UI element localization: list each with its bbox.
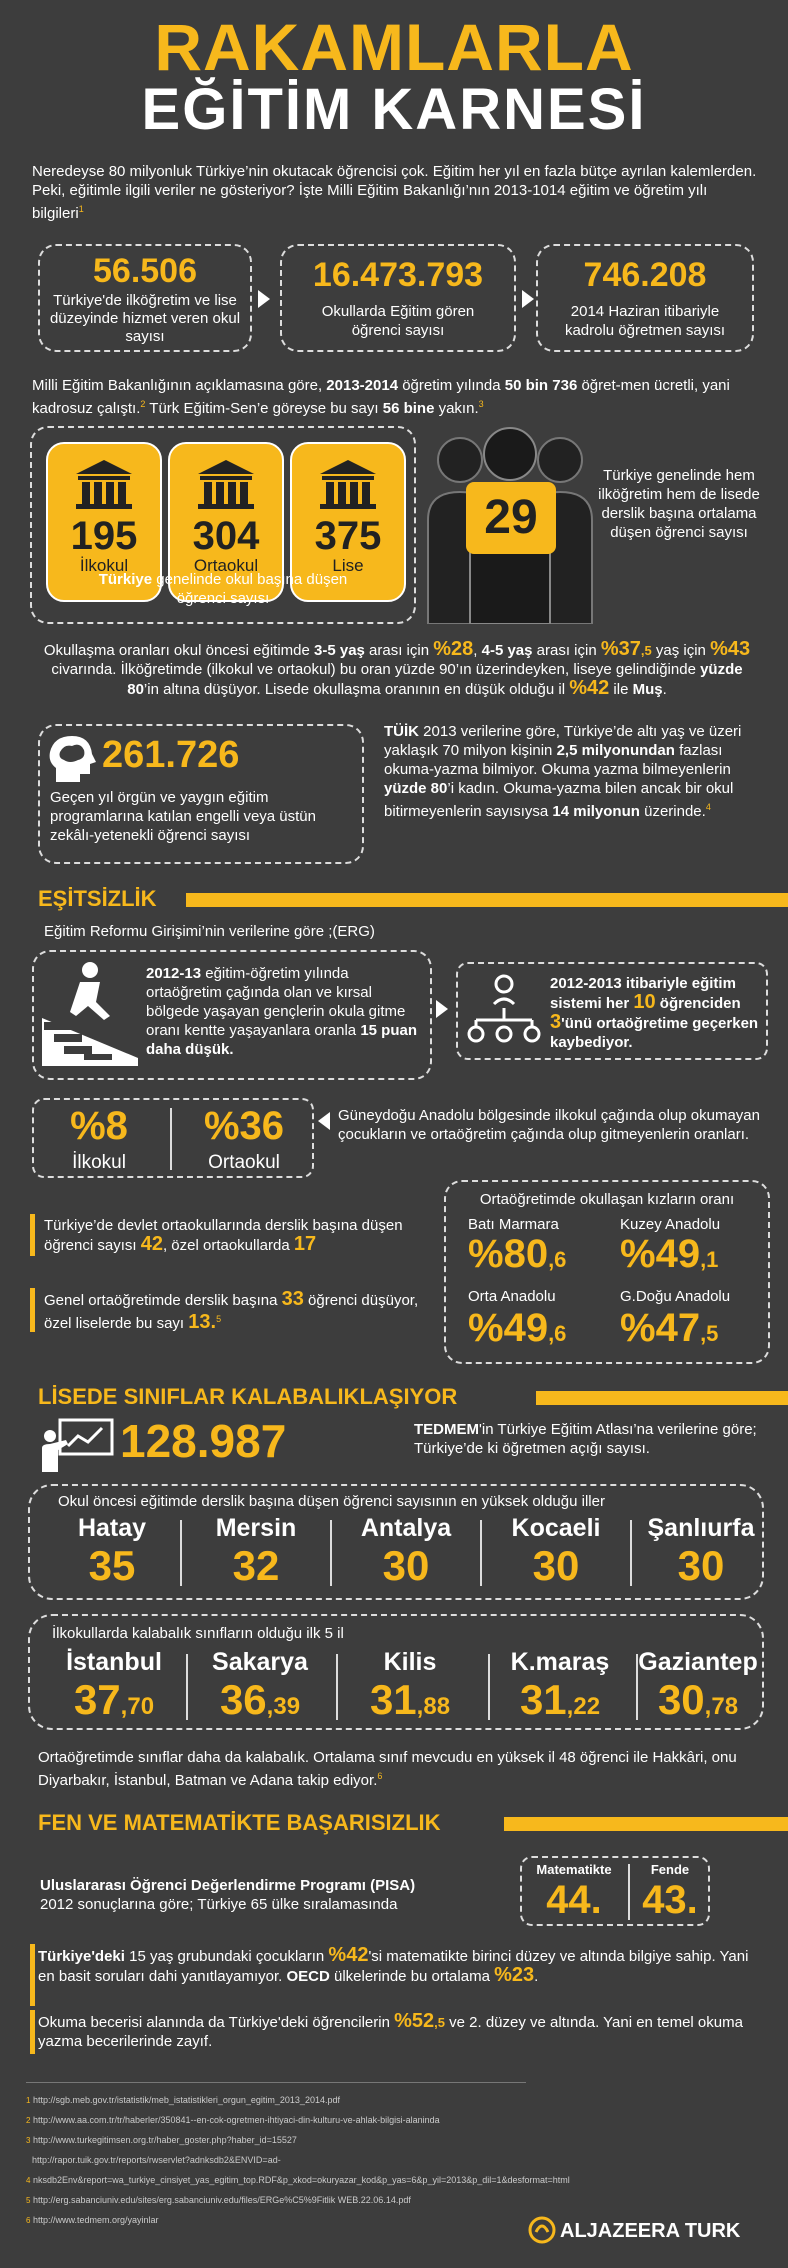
divider	[630, 1520, 632, 1586]
disabled-label: Geçen yıl örgün ve yaygın eğitim programlarına katılan engelli veya üstün zekâlı-yetenekli öğrenci sayısı	[50, 789, 316, 844]
stat-teachers-box	[536, 244, 754, 352]
accent-bar	[30, 1288, 35, 1332]
stat-teachers-label: 2014 Haziran itibariyle kadrolu öğretmen sayısı	[564, 303, 726, 339]
school-label: Ortaokul	[193, 556, 259, 575]
southeast-ortaokul-value: %36	[203, 1104, 285, 1148]
school-value: 195	[70, 514, 138, 558]
pisa-text: Uluslararası Öğrenci Değerlendirme Programı (PISA) 2012 sonuçlarına göre; Türkiye 65 ülke sıralamasında	[40, 1877, 416, 1913]
divider	[180, 1520, 182, 1586]
girls-title: Ortaöğretimde okullaşan kızların oranı	[479, 1191, 735, 1208]
arrow-icon	[522, 290, 534, 308]
school-value: 375	[314, 514, 382, 558]
schools-caption-text: Türkiye genelinde okul başına düşen öğrenci sayısı	[98, 571, 348, 607]
preschool-city: Kocaeli 30	[511, 1514, 601, 1589]
southeast-ortaokul-label: Ortaokul	[208, 1152, 280, 1173]
rural-box	[32, 950, 432, 1080]
reading-text: Okuma becerisi alanında da Türkiye'deki öğrencilerin %52,5 ve 2. düzey ve altında. Yani en temel okuma yazma becerilerinde zayıf.	[38, 2010, 743, 2050]
preschool-box	[28, 1484, 764, 1600]
state-class-text: Türkiye’de devlet ortaokullarında derslik başına düşen öğrenci sayısı 42, özel ortaokullarda 17	[44, 1217, 403, 1255]
aljazeera-logo-icon	[528, 2216, 556, 2244]
girls-value: %47,5	[620, 1306, 719, 1350]
primary-city: Sakarya 36,39	[212, 1648, 308, 1723]
stat-students-box	[280, 244, 516, 352]
school-label: İlkokul	[79, 556, 129, 575]
preschool-title: Okul öncesi eğitimde derslik başına düşen öğrenci sayısının en yüksek olduğu iller	[58, 1493, 605, 1510]
school-label: Lise	[332, 556, 364, 575]
schools-panel	[30, 426, 416, 624]
preschool-city: Hatay 35	[77, 1514, 147, 1589]
accent-bar	[30, 1944, 35, 2006]
climbing-stairs-icon	[40, 958, 140, 1068]
accent-bar	[30, 2010, 35, 2054]
divider	[480, 1520, 482, 1586]
dropout-text: 2012-2013 itibariyle eğitim sistemi her 10 öğrenciden 3'ünü ortaöğretime geçerken kaybediyor.	[550, 975, 759, 1051]
rural-text: 2012-13 eğitim-öğretim yılında ortaöğretim çağında olan ve kırsal bölgede yaşayan gençlerin okula gitme oranı kentte yaşayanlara oranla 15 puan daha düşük.	[146, 965, 417, 1058]
head-brain-icon	[46, 732, 100, 786]
girls-region: Batı Marmara	[468, 1216, 559, 1233]
preschool-city: Antalya 30	[360, 1514, 452, 1589]
section-title-inequality: EŞİTSİZLİK	[38, 886, 157, 911]
accent-bar	[30, 1214, 35, 1256]
divider	[186, 1654, 188, 1720]
girls-region: Orta Anadolu	[468, 1288, 556, 1305]
disabled-value: 261.726	[102, 734, 240, 776]
disabled-box	[38, 724, 364, 864]
footnote: 4 nksdb2Env&report=wa_turkiye_cinsiyet_yas_egitim_top.RDF&p_xkod=okuryazar_kod&p_yas=6&p_yil=2013&p_dil=1&desformat=html	[26, 2175, 570, 2185]
stat-students-value: 16.473.793	[312, 256, 484, 294]
pisa-science-value: 43.	[642, 1878, 698, 1922]
divider	[330, 1520, 332, 1586]
section-title-crowded: LİSEDE SINIFLAR KALABALIKLAŞIYOR	[38, 1384, 458, 1409]
teacher-board-icon	[40, 1418, 114, 1474]
arrow-icon	[436, 1000, 448, 1018]
student-network-icon	[462, 974, 546, 1050]
primary-city: Kilis 31,88	[369, 1648, 451, 1723]
secondary-text: Ortaöğretimde sınıflar daha da kalabalık. Ortalama sınıf mevcudu en yüksek il 48 öğrenci ile Hakkâri, onu Diyarbakır, İstanbul, Batman ve Adana takip ediyor.$^6$	[38, 1749, 737, 1789]
girls-value: %49,6	[468, 1306, 567, 1350]
divider	[170, 1108, 172, 1170]
arrow-icon	[258, 290, 270, 308]
school-building-icon	[74, 458, 134, 510]
stat-teachers-value: 746.208	[583, 256, 707, 294]
divider	[336, 1654, 338, 1720]
class-avg-label: Türkiye genelinde hem ilköğretim hem de lisede derslik başına ortalama düşen öğrenci sayısı	[598, 467, 760, 541]
footnote-divider	[26, 2082, 526, 2083]
meb-text: Milli Eğitim Bakanlığının açıklamasına göre, 2013-2014 öğretim yılında 50 bin 736 öğret-men ücretli, yani kadrosuz çalıştı.$^2$ Türk Eğitim-Sen’e göreyse bu sayı 56 bine yakın.$^3$	[32, 377, 730, 417]
primary-city: İstanbul 37,70	[66, 1648, 162, 1723]
footnote: 3 http://www.turkegitimsen.org.tr/haber_goster.php?haber_id=15527	[26, 2135, 297, 2145]
footnote: 2 http://www.aa.com.tr/tr/haberler/350841--en-cok-ogretmen-ihtiyaci-din-kulturu-ve-ahlak-bilgisi-alaninda	[26, 2115, 440, 2125]
stat-schools-label: Türkiye'de ilköğretim ve lise düzeyinde hizmet veren okul sayısı	[49, 292, 241, 345]
primary-box	[28, 1614, 764, 1730]
school-building-icon	[318, 458, 378, 510]
teacher-gap-text: TEDMEM'in Türkiye Eğitim Atlası’na verilerine göre; Türkiye’de ki öğretmen açığı sayısı.	[414, 1421, 757, 1457]
general-class-text: Genel ortaöğretimde derslik başına 33 öğrenci düşüyor, özel liselerde bu sayı 13.$^5$	[44, 1288, 419, 1333]
primary-city: K.maraş 31,22	[510, 1648, 610, 1723]
section-bar	[504, 1817, 788, 1831]
section-bar	[536, 1391, 788, 1405]
preschool-city: Şanlıurfa 30	[647, 1514, 755, 1589]
stat-schools-value: 56.506	[93, 252, 197, 290]
intro-text: Neredeyse 80 milyonluk Türkiye’nin okutacak öğrencisi çok. Eğitim her yıl en fazla bütçe ayrılan kalemlerden. Peki, eğitimle ilgili veriler ne gösteriyor? İşte Milli Eğitim Bakanlığı’nın 2013-1014 eğitim ve öğretim yılı bilgileri$^1$	[32, 163, 757, 222]
primary-title: İlkokullarda kalabalık sınıfların olduğu ilk 5 il	[52, 1625, 344, 1642]
girls-region: Kuzey Anadolu	[620, 1216, 721, 1233]
pisa-box	[520, 1856, 710, 1926]
footnote: 6 http://www.tedmem.org/yayinlar	[26, 2215, 159, 2225]
teacher-gap-value: 128.987	[120, 1415, 287, 1467]
pisa-math-label: Matematikte	[536, 1862, 612, 1877]
section-bar	[186, 893, 788, 907]
pisa-science-label: Fende	[650, 1862, 690, 1877]
southeast-ilkokul-label: İlkokul	[72, 1152, 126, 1173]
preschool-city: Mersin 32	[215, 1514, 297, 1589]
divider	[628, 1864, 630, 1920]
southeast-text: Güneydoğu Anadolu bölgesinde ilkokul çağında olup okumayan çocukların ve ortaöğretim çağında olup gitmeyenlerin oranları.	[338, 1107, 760, 1143]
logo-text: ALJAZEERA TURK	[560, 2220, 741, 2242]
girls-region: G.Doğu Anadolu	[620, 1288, 731, 1305]
school-value: 304	[192, 514, 260, 558]
title-line-2: EĞİTİM KARNESİ	[141, 77, 647, 142]
section-title-science: FEN VE MATEMATİKTE BAŞARISIZLIK	[38, 1810, 441, 1835]
footnote: 1 http://sgb.meb.gov.tr/istatistik/meb_istatistikleri_orgun_egitim_2013_2014.pdf	[26, 2095, 340, 2105]
stat-schools-box	[38, 244, 252, 352]
girls-box	[444, 1180, 770, 1364]
math-text: Türkiye'deki 15 yaş grubundaki çocukların %42'si matematikte birinci düzey ve altında bilgiye sahip. Yani en basit soruları dahi yanıtlayamıyor. OECD ülkelerinde bu ortalama %23.	[38, 1944, 749, 1986]
erg-intro: Eğitim Reformu Girişimi’nin verilerine göre ;(ERG)	[44, 923, 375, 940]
stat-students-label: Okullarda Eğitim gören öğrenci sayısı	[321, 303, 475, 339]
girls-value: %49,1	[620, 1232, 719, 1276]
schooling-text: Okullaşma oranları okul öncesi eğitimde 3-5 yaş arası için %28, 4-5 yaş arası için %37,5 yaş için %43 civarında. İlköğretimde (ilkokul ve ortaokul) bu oran yüzde 90’ın üzerindeyken, liseye gelindiğinde yüzde 80’in altına düşüyor. Lisede okullaşma oranının en düşük olduğu il %42 ile Muş.	[43, 638, 751, 699]
pisa-math-value: 44.	[546, 1878, 602, 1922]
girls-value: %80,6	[468, 1232, 567, 1276]
southeast-ilkokul-value: %8	[70, 1104, 128, 1148]
school-building-icon	[196, 458, 256, 510]
title-line-1: RAKAMLARLA	[154, 10, 634, 84]
arrow-left-icon	[318, 1112, 330, 1130]
footnote: 5 http://erg.sabanciuniv.edu/sites/erg.sabanciuniv.edu/files/ERGe%C5%9Fitlik WEB.22.06.14.pdf	[26, 2195, 411, 2205]
footnote: http://rapor.tuik.gov.tr/reports/rwservlet?adnksdb2&ENVID=ad-	[32, 2155, 281, 2165]
southeast-box	[32, 1098, 314, 1178]
class-avg-value: 29	[466, 482, 556, 554]
primary-city: Gaziantep 30,78	[638, 1648, 758, 1723]
tuik-text: TÜİK 2013 verilerine göre, Türkiye’de altı yaş ve üzeri yaklaşık 70 milyon kişinin 2,5 milyonundan fazlası okuma-yazma bilmiyor. Okuma yazma bilmeyenlerin yüzde 80’i kadın. Okuma-yazma bilen ancak bir okul bitirmeyenlerin sayısıysa 14 milyonun üzerinde.$^4$	[384, 723, 742, 820]
dropout-box	[456, 962, 768, 1060]
